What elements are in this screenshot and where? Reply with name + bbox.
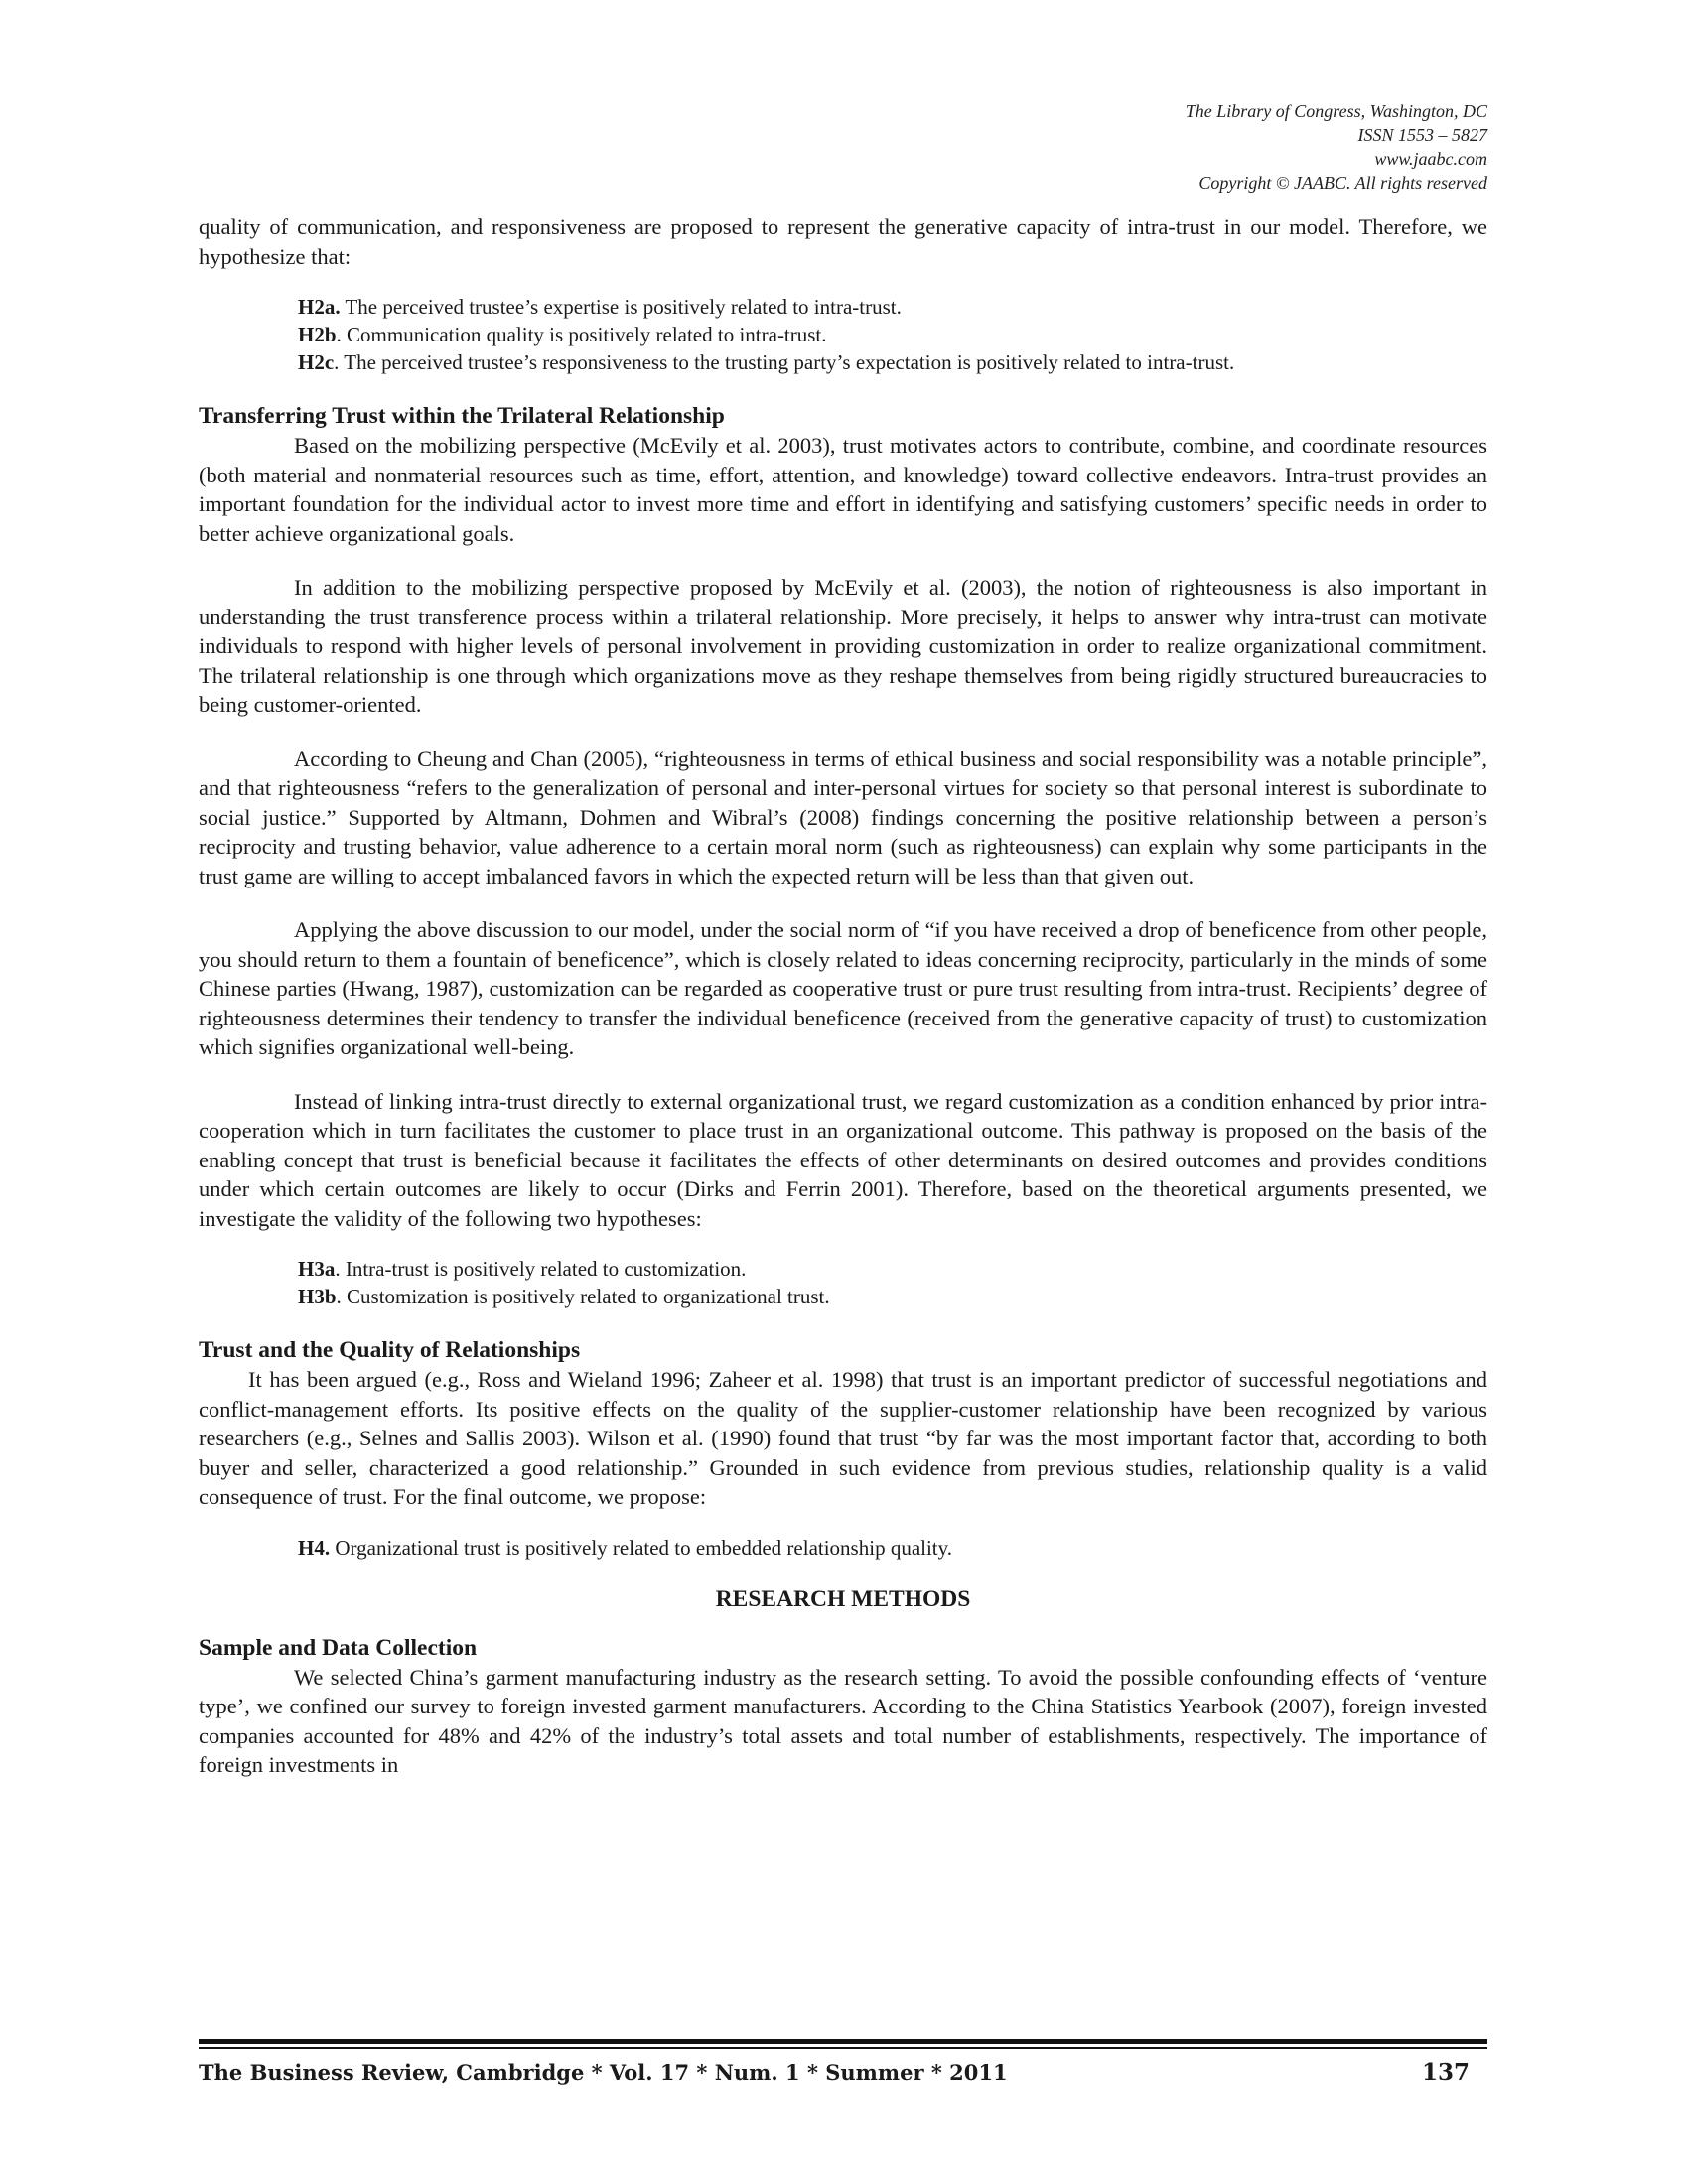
hypothesis-label: H2c	[298, 350, 335, 374]
hypothesis-h2a	[298, 293, 1487, 321]
header-copyright: Copyright © JAABC. All rights reserved	[1198, 173, 1487, 193]
section-heading-sample-data-collection: Sample and Data Collection	[199, 1634, 478, 1661]
hypothesis-text: . Customization is positively related to organizational trust.	[336, 1285, 830, 1308]
hypothesis-h3b	[298, 1283, 1487, 1310]
footer-rule-thin	[199, 2047, 1487, 2049]
footer-rule-thick	[199, 2039, 1487, 2044]
hypothesis-label: H3a	[298, 1257, 336, 1281]
paragraph: Based on the mobilizing perspective (McEvily et al. 2003), trust motivates actors to contribute, combine, and coordinate resources (both material and nonmaterial resources such as time, effort, attention, and knowledge) toward collective endeavors. Intra-trust provides an important foundation for the individual actor to invest more time and effort in identifying and satisfying customers’ specific needs in order to better achieve organizational goals.	[199, 433, 1487, 546]
footer-journal: The Business Review, Cambridge * Vol. 17 * Num. 1 * Summer * 2011	[199, 2060, 1008, 2085]
section-heading-transferring-trust: Transferring Trust within the Trilateral Relationship	[199, 403, 725, 429]
hypothesis-h2b	[298, 321, 1487, 348]
hypothesis-h3a	[298, 1255, 1487, 1283]
header-issn: ISSN 1553 – 5827	[1357, 125, 1487, 145]
paragraph: Applying the above discussion to our model, under the social norm of “if you have received a drop of beneficence from other people, you should return to them a fountain of beneficence”, which is closely related to ideas concerning reciprocity, particularly in the minds of some Chinese parties (Hwang, 1987), customization can be regarded as cooperative trust or pure trust resulting from intra-trust. Recipients’ degree of righteousness determines their tendency to transfer the individual beneficence (received from the generative capacity of trust) to customization which signifies organizational well-being.	[199, 917, 1487, 1059]
paragraph: We selected China’s garment manufacturing industry as the research setting. To avoid the possible confounding effects of ‘venture type’, we confined our survey to foreign invested garment manufacturers. According to the China Statistics Yearbook (2007), foreign invested companies accounted for 48% and 42% of the industry’s total assets and total number of establishments, respectively. The importance of foreign investments in	[199, 1664, 1487, 1777]
hypothesis-h2c	[298, 348, 1487, 376]
hypothesis-text: . Intra-trust is positively related to customization.	[335, 1257, 747, 1281]
hypotheses-h4	[199, 1534, 1487, 1562]
section-heading-quality-of-relationships: Trust and the Quality of Relationships	[199, 1337, 581, 1363]
hypothesis-text: The perceived trustee’s expertise is positively related to intra-trust.	[340, 295, 902, 319]
hypothesis-text: Organizational trust is positively related to embedded relationship quality.	[330, 1535, 953, 1560]
header-library: The Library of Congress, Washington, DC	[1185, 101, 1487, 121]
article-body	[199, 212, 1487, 1780]
hypothesis-h4	[298, 1534, 1487, 1562]
major-heading-research-methods: RESEARCH METHODS	[715, 1585, 971, 1612]
hypothesis-text: . Communication quality is positively related to intra-trust.	[336, 323, 827, 346]
hypothesis-label: H3b	[298, 1285, 337, 1308]
paragraph: Instead of linking intra-trust directly to external organizational trust, we regard customization as a condition enhanced by prior intra-cooperation which in turn facilitates the customer to place trust in an organizational outcome. This pathway is proposed on the basis of the enabling concept that trust is beneficial because it facilitates the effects of other determinants on desired outcomes and provides conditions under which certain outcomes are likely to occur (Dirks and Ferrin 2001). Therefore, based on the theoretical arguments presented, we investigate the validity of the following two hypotheses:	[199, 1088, 1487, 1231]
page-number: 137	[1421, 2059, 1470, 2086]
document-page	[199, 0, 1487, 2184]
hypothesis-label: H2b	[298, 323, 337, 346]
page-footer	[199, 2055, 1487, 2091]
hypothesis-label: H4.	[298, 1535, 331, 1560]
hypotheses-h3	[199, 1255, 1487, 1310]
page-header	[1186, 99, 1487, 195]
hypothesis-label: H2a.	[298, 295, 341, 319]
hypothesis-text: . The perceived trustee’s responsiveness to the trusting party’s expectation is positively related to intra-trust.	[334, 350, 1235, 374]
paragraph: According to Cheung and Chan (2005), “righteousness in terms of ethical business and social responsibility was a notable principle”, and that righteousness “refers to the generalization of personal and inter-personal virtues for society so that personal interest is subordinate to social justice.” Supported by Altmann, Dohmen and Wibral’s (2008) findings concerning the positive relationship between a person’s reciprocity and trusting behavior, value adherence to a certain moral norm (such as righteousness) can explain why some participants in the trust game are willing to accept imbalanced favors in which the expected return will be less than that given out.	[199, 746, 1487, 888]
intro-paragraph: quality of communication, and responsiveness are proposed to represent the generative capacity of intra-trust in our model. Therefore, we hypothesize that:	[199, 214, 1487, 269]
hypotheses-h2	[199, 293, 1487, 376]
paragraph: In addition to the mobilizing perspective proposed by McEvily et al. (2003), the notion of righteousness is also important in understanding the trust transference process within a trilateral relationship. More precisely, it helps to answer why intra-trust can motivate individuals to respond with higher levels of personal involvement in providing customization in order to realize organizational commitment. The trilateral relationship is one through which organizations move as they reshape themselves from being rigidly structured bureaucracies to being customer-oriented.	[199, 575, 1487, 717]
header-website: www.jaabc.com	[1374, 149, 1487, 169]
paragraph: It has been argued (e.g., Ross and Wieland 1996; Zaheer et al. 1998) that trust is an important predictor of successful negotiations and conflict-management efforts. Its positive effects on the quality of the supplier-customer relationship have been recognized by various researchers (e.g., Selnes and Sallis 2003). Wilson et al. (1990) found that trust “by far was the most important factor that, according to both buyer and seller, characterized a good relationship.” Grounded in such evidence from previous studies, relationship quality is a valid consequence of trust. For the final outcome, we propose:	[199, 1367, 1487, 1509]
